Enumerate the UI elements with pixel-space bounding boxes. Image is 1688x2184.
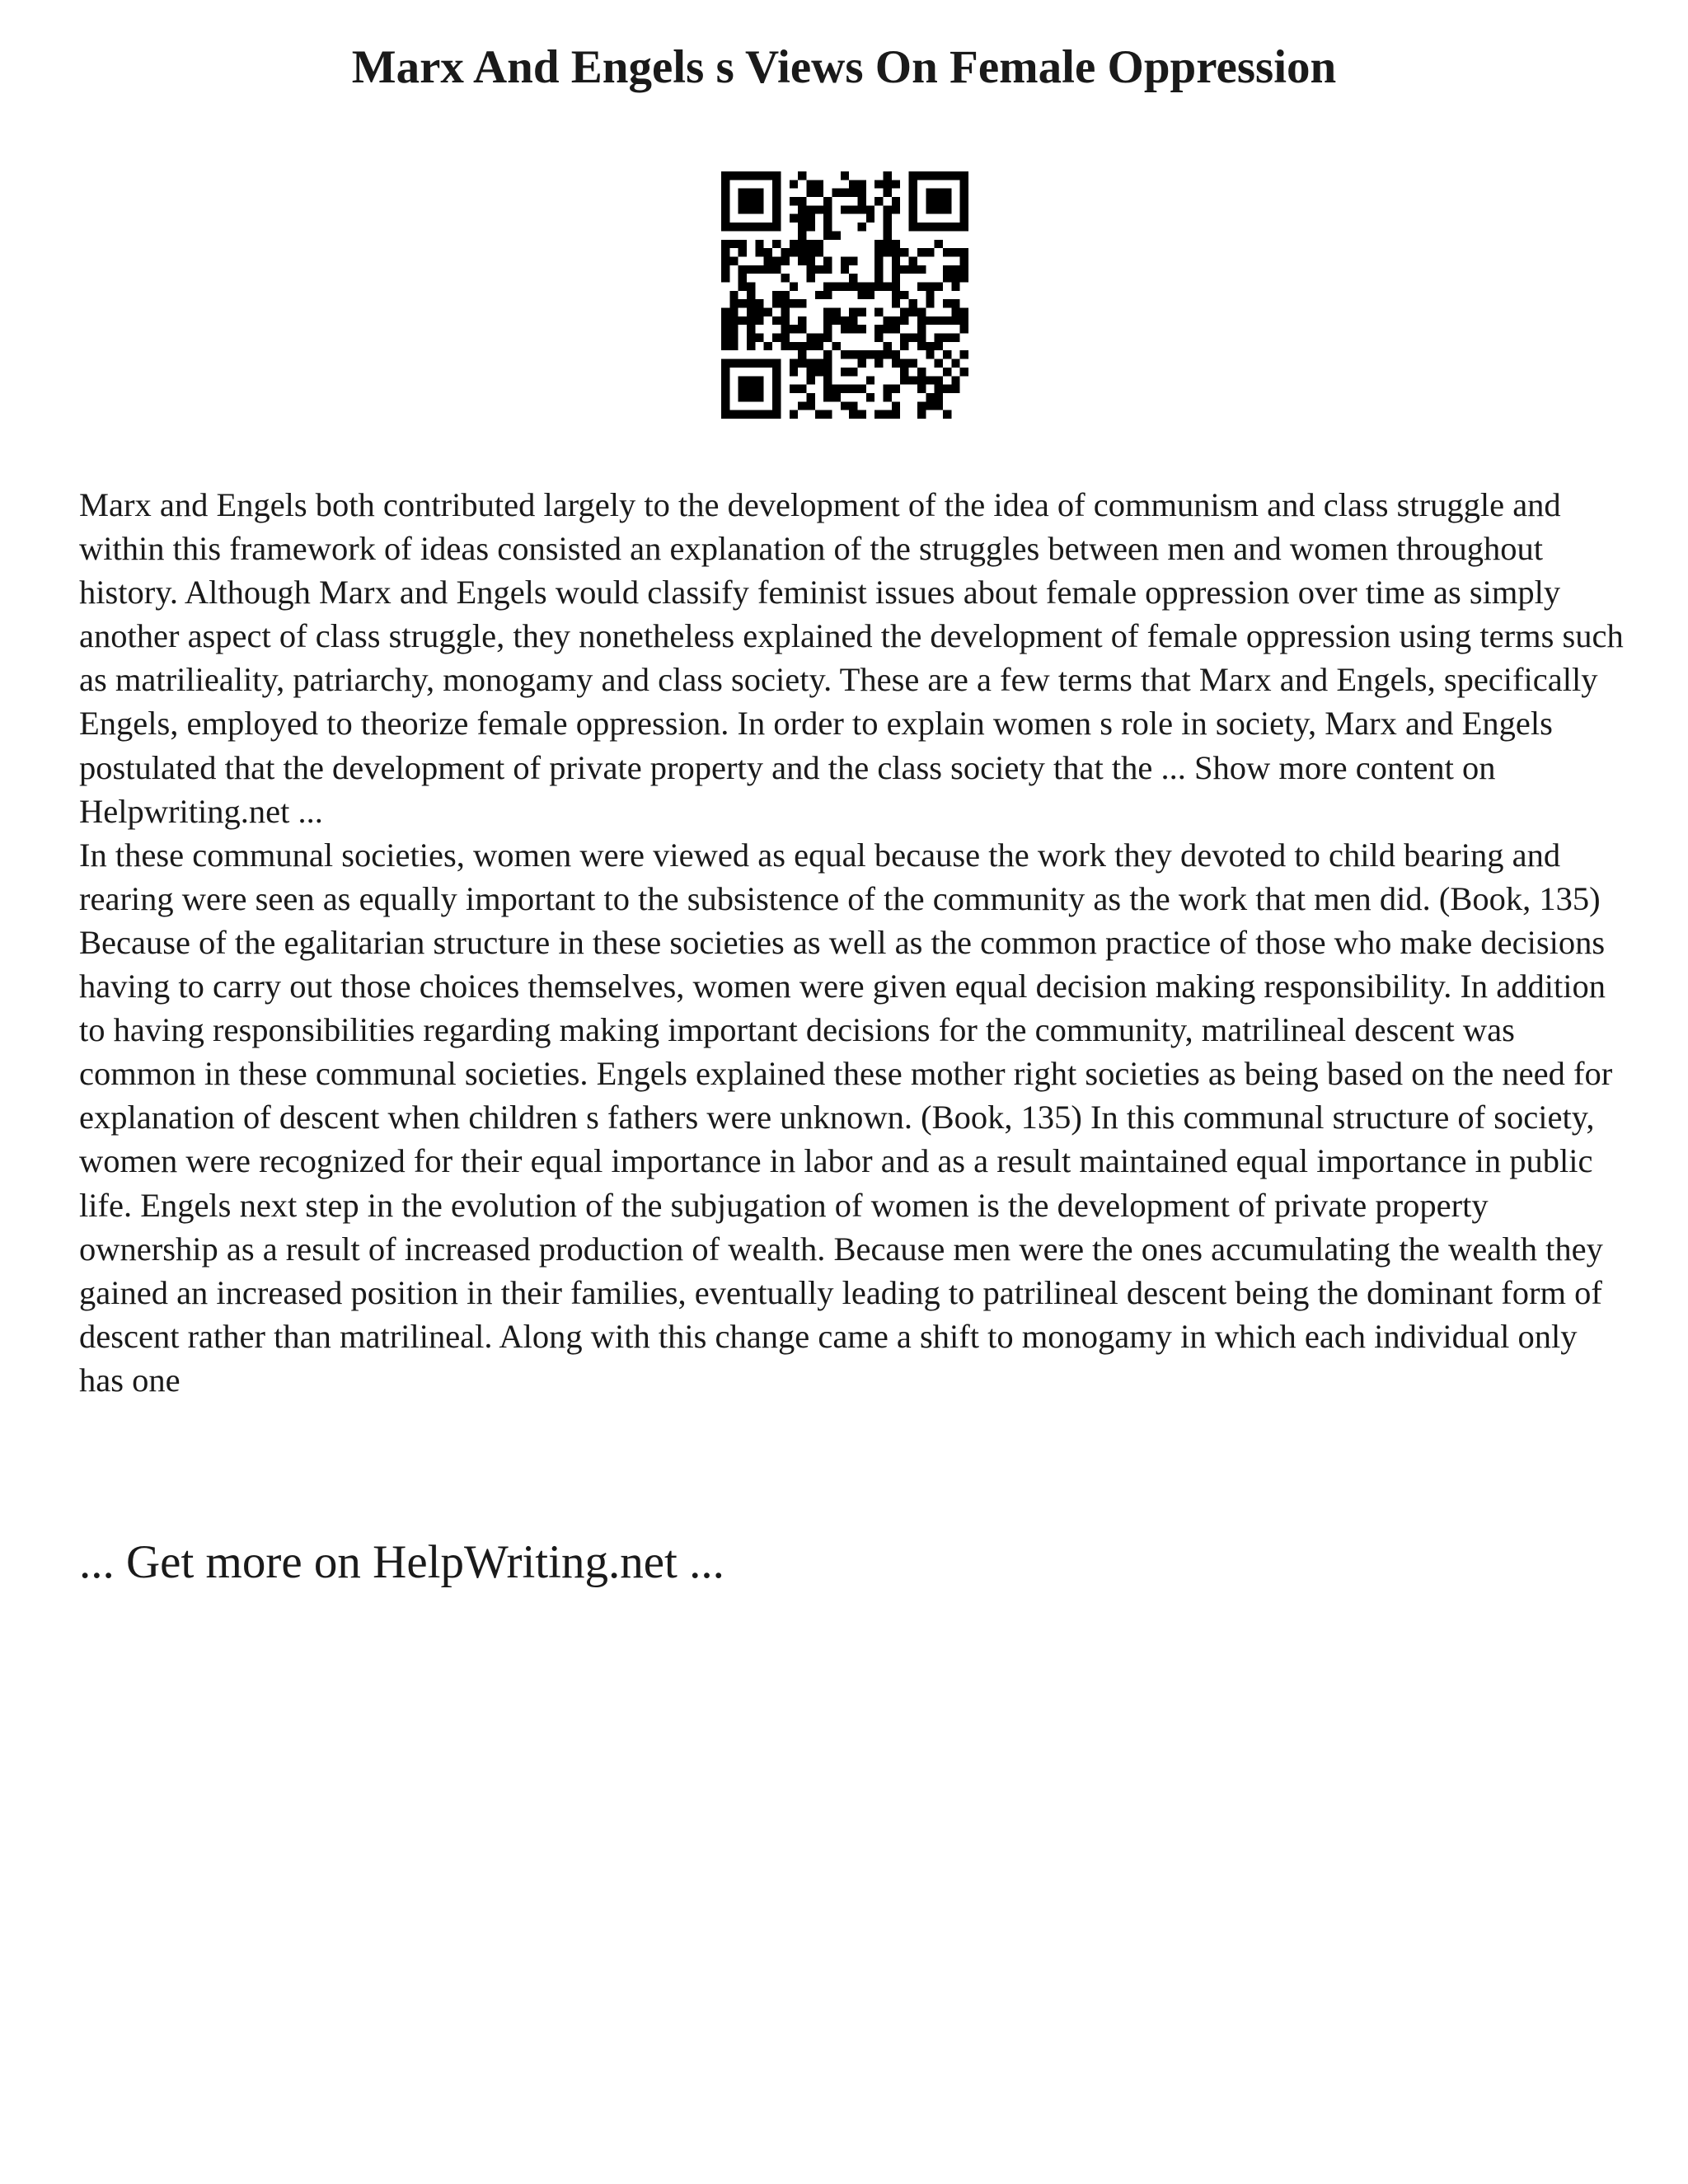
document-body — [79, 483, 1629, 1402]
body-paragraph-2: In these communal societies, women were viewed as equal because the work they devoted to child bearing and rearing were seen as equally important to the subsistence of the community as the work that men did. (Book, 135) Because of the egalitarian structure in these societies as well as the common practice of those who make decisions having to carry out those choices themselves, women were given equal decision making responsibility. In addition to having responsibilities regarding making important decisions for the community, matrilineal descent was common in these communal societies. Engels explained these mother right societies as being based on the need for explanation of descent when children s fathers were unknown. (Book, 135) In this communal structure of society, women were recognized for their equal importance in labor and as a result maintained equal importance in public life. Engels next step in the evolution of the subjugation of women is the development of private property ownership as a result of increased production of wealth. Because men were the ones accumulating the wealth they gained an increased position in their families, eventually leading to patrilineal descent being the dominant form of descent rather than matrilineal. Along with this change came a shift to monogamy in which each individual only has one — [79, 836, 1613, 1399]
qr-code-icon — [721, 171, 968, 419]
qr-code-graphic — [721, 171, 968, 419]
document-title: Marx And Engels s Views On Female Oppression — [351, 41, 1337, 93]
body-paragraph-1: Marx and Engels both contributed largely to the development of the idea of communism and class struggle and within this framework of ideas consisted an explanation of the struggles between men and women throughout history. Although Marx and Engels would classify feminist issues about female oppression over time as simply another aspect of class struggle, they nonetheless explained the development of female oppression using terms such as matrilieality, patriarchy, monogamy and class society. These are a few terms that Marx and Engels, specifically Engels, employed to theorize female oppression. In order to explain women s role in society, Marx and Engels postulated that the development of private property and the class society that the ... Show more content on Helpwriting.net ... — [79, 486, 1624, 830]
get-more-link[interactable]: ... Get more on HelpWriting.net ... — [79, 1536, 724, 1588]
